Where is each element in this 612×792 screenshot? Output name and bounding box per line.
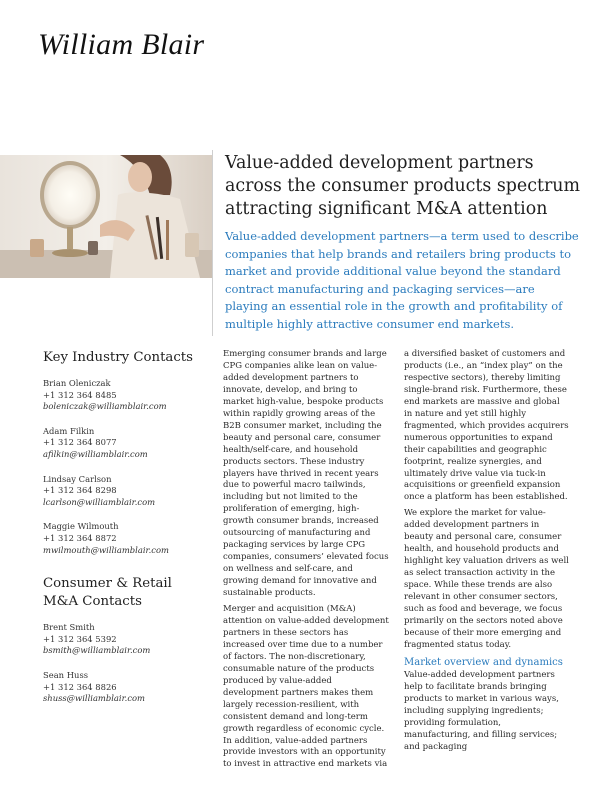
contact-card (43, 474, 208, 509)
body-paragraph: Emerging consumer brands and large CPG companies alike lean on value-added development partners to innovate, develop, and bring to market high-value, bespoke products within rapidly growing areas of the B2B consumer market, including the beauty and personal care, consumer health/self-care, and household products sectors. These industry players have thrived in recent years due to powerful macro tailwinds, including but not limited to the proliferation of emerging, high-growth consumer brands, increased outsourcing of manufacturing and packaging services by large CPG companies, consumers’ elevated focus on wellness and self-care, and growing demand for innovative and sustainable products. (223, 349, 389, 599)
contact-card (43, 521, 208, 556)
body-paragraph: a diversified basket of customers and products (i.e., an “index play” on the respective sectors), thereby limiting single-brand risk. Furthermore, these end markets are massive and global in nature and yet still highly fragmented, which provides acquirers numerous opportunities to expand their capabilities and geographic footprint, realize synergies, and ultimately drive value via tuck-in acquisitions or greenfield expansion once a platform has been established. (404, 349, 569, 503)
industry-contacts-heading: Key Industry Contacts (43, 350, 193, 365)
body-paragraph: Merger and acquisition (M&A) attention on value-added development partners in these sectors has increased over time due to a number of factors. The non-discretionary, consumable nature of the products produced by value-added development partners makes them largely recession-resilient, with consistent demand and long-term growth regardless of economic cycle. In addition, value-added partners provide investors with an opportunity to invest in attractive end markets via (223, 604, 389, 770)
contact-email[interactable]: shuss@williamblair.com (43, 693, 146, 704)
contact-phone[interactable]: +1 312 364 8077 (43, 437, 117, 448)
header-divider (212, 150, 213, 336)
contact-email[interactable]: lcarlson@williamblair.com (43, 496, 156, 507)
contact-card (43, 378, 208, 413)
contact-email[interactable]: afilkin@williamblair.com (43, 448, 148, 459)
page-headline: Value-added development partners across the consumer products spectrum attracting significant M&A attention (225, 153, 580, 219)
contact-name: Sean Huss (43, 669, 89, 680)
contact-email[interactable]: boleniczak@williamblair.com (43, 401, 167, 412)
contact-phone[interactable]: +1 312 364 8485 (43, 389, 117, 400)
contact-phone[interactable]: +1 312 364 5392 (43, 633, 117, 644)
contact-name: Brent Smith (43, 622, 95, 633)
contact-name: Adam Filkin (43, 425, 95, 436)
contact-name: Brian Oleniczak (43, 378, 111, 388)
contact-name: Lindsay Carlson (43, 473, 112, 484)
body-column-2 (404, 349, 570, 758)
section-subheading: Market overview and dynamics (404, 656, 563, 668)
contact-phone[interactable]: +1 312 364 8826 (43, 681, 117, 692)
body-column-1 (223, 349, 389, 775)
contact-card (43, 670, 208, 705)
contact-email[interactable]: mwilmouth@williamblair.com (43, 544, 169, 555)
contact-phone[interactable]: +1 312 364 8872 (43, 532, 117, 543)
contact-card (43, 622, 208, 657)
body-paragraph: We explore the market for value-added development partners in beauty and personal care, consumer health, and household products and highlight key valuation drivers as well as select transaction activity in the space. While these trends are also relevant in other consumer sectors, such as food and beverage, we focus primarily on the sectors noted above because of their more emerging and fragmented status today. (404, 508, 569, 650)
contact-email[interactable]: bsmith@williamblair.com (43, 645, 151, 656)
william-blair-logo: William Blair (38, 28, 205, 61)
contact-name: Maggie Wilmouth (43, 521, 119, 532)
contact-phone[interactable]: +1 312 364 8298 (43, 485, 117, 496)
vanity-mirror-photo (0, 155, 212, 278)
retail-contacts-heading: Consumer & Retail M&A Contacts (43, 576, 172, 610)
contacts-sidebar (43, 349, 208, 718)
contact-card (43, 426, 208, 461)
body-paragraph: Value-added development partners help to facilitate brands bringing products to market in various ways, including supplying ingredients; providing formulation, manufacturing, and filling services; and packaging (404, 669, 559, 752)
intro-paragraph: Value-added development partners—a term used to describe companies that help brands and retailers bring products to market and provide additional value beyond the standard contract manufacturing and packaging services—are playing an essential role in the growth and profitability of multiple highly attractive consumer end markets. (225, 229, 579, 331)
